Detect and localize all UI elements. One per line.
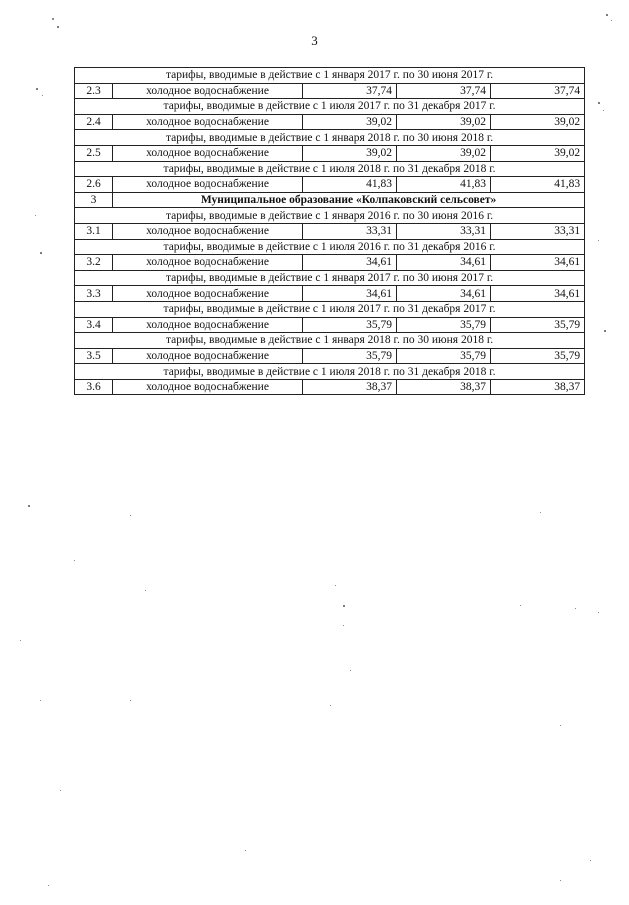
scan-speck: [36, 88, 38, 90]
page-number: 3: [311, 33, 318, 48]
service-name: холодное водоснабжение: [113, 348, 303, 364]
scan-speck: [598, 612, 599, 613]
period-label: тарифы, вводимые в действие с 1 января 2018 г. по 30 июня 2018 г.: [75, 333, 585, 349]
period-label: тарифы, вводимые в действие с 1 июля 2017 г. по 31 декабря 2017 г.: [75, 301, 585, 317]
tariff-value-1: 39,02: [303, 145, 397, 161]
tariff-value-3: 41,83: [491, 177, 585, 193]
scan-speck: [130, 515, 131, 516]
row-number: 3.4: [75, 317, 113, 333]
table-row: [75, 317, 585, 333]
scan-speck: [603, 110, 604, 111]
scan-speck: [48, 885, 49, 886]
table-row: [75, 223, 585, 239]
scan-speck: [130, 700, 131, 701]
row-number: 3.6: [75, 379, 113, 395]
tariff-value-2: 34,61: [397, 255, 491, 271]
row-number: 3.2: [75, 255, 113, 271]
service-name: холодное водоснабжение: [113, 286, 303, 302]
tariff-value-3: 39,02: [491, 114, 585, 130]
period-row: [75, 68, 585, 84]
tariff-value-1: 37,74: [303, 83, 397, 99]
scan-speck: [60, 790, 61, 791]
row-number: 2.4: [75, 114, 113, 130]
period-label: тарифы, вводимые в действие с 1 июля 2018 г. по 31 декабря 2018 г.: [75, 161, 585, 177]
scan-speck: [145, 590, 146, 591]
scan-speck: [28, 505, 30, 507]
scan-speck: [606, 14, 608, 16]
period-label: тарифы, вводимые в действие с 1 января 2017 г. по 30 июня 2017 г.: [75, 270, 585, 286]
service-name: холодное водоснабжение: [113, 114, 303, 130]
period-row: [75, 270, 585, 286]
period-row: [75, 130, 585, 146]
service-name: холодное водоснабжение: [113, 83, 303, 99]
scan-speck: [52, 18, 54, 20]
row-number: 3.1: [75, 223, 113, 239]
period-row: [75, 99, 585, 115]
tariff-value-3: 35,79: [491, 317, 585, 333]
tariff-value-1: 34,61: [303, 286, 397, 302]
period-row: [75, 364, 585, 380]
scan-speck: [245, 850, 246, 851]
row-number: 3.5: [75, 348, 113, 364]
period-label: тарифы, вводимые в действие с 1 января 2017 г. по 30 июня 2017 г.: [75, 68, 585, 84]
scan-speck: [57, 26, 59, 28]
scan-speck: [540, 512, 541, 513]
tariff-value-2: 39,02: [397, 145, 491, 161]
table-row: [75, 145, 585, 161]
tariff-value-2: 35,79: [397, 348, 491, 364]
period-row: [75, 333, 585, 349]
scan-speck: [343, 605, 345, 607]
service-name: холодное водоснабжение: [113, 223, 303, 239]
period-label: тарифы, вводимые в действие с 1 января 2018 г. по 30 июня 2018 г.: [75, 130, 585, 146]
tariff-value-1: 33,31: [303, 223, 397, 239]
scan-speck: [590, 860, 591, 861]
scan-speck: [560, 880, 561, 881]
table-row: [75, 114, 585, 130]
scan-speck: [330, 705, 331, 706]
period-row: [75, 208, 585, 224]
table-row: [75, 83, 585, 99]
service-name: холодное водоснабжение: [113, 317, 303, 333]
scan-speck: [74, 560, 75, 561]
period-label: тарифы, вводимые в действие с 1 июля 2018 г. по 31 декабря 2018 г.: [75, 364, 585, 380]
tariff-value-1: 34,61: [303, 255, 397, 271]
scan-speck: [35, 215, 36, 216]
tariff-value-2: 41,83: [397, 177, 491, 193]
tariff-value-3: 39,02: [491, 145, 585, 161]
scan-speck: [575, 608, 576, 609]
row-number: 3.3: [75, 286, 113, 302]
scan-speck: [598, 240, 599, 241]
period-label: тарифы, вводимые в действие с 1 января 2016 г. по 30 июня 2016 г.: [75, 208, 585, 224]
tariff-value-1: 41,83: [303, 177, 397, 193]
scan-speck: [40, 252, 42, 254]
tariff-value-2: 38,37: [397, 379, 491, 395]
scan-speck: [598, 102, 600, 104]
tariff-value-1: 35,79: [303, 348, 397, 364]
table-row: [75, 379, 585, 395]
section-title: Муниципальное образование «Колпаковский сельсовет»: [113, 192, 585, 208]
period-row: [75, 239, 585, 255]
table-row: [75, 348, 585, 364]
tariff-value-2: 33,31: [397, 223, 491, 239]
row-number: 2.6: [75, 177, 113, 193]
tariff-value-1: 35,79: [303, 317, 397, 333]
scan-speck: [611, 20, 612, 21]
tariff-value-3: 37,74: [491, 83, 585, 99]
scan-speck: [20, 640, 21, 641]
scan-speck: [560, 725, 561, 726]
scan-speck: [40, 700, 41, 701]
tariff-value-1: 38,37: [303, 379, 397, 395]
row-number: 2.5: [75, 145, 113, 161]
tariff-table-body: [75, 68, 585, 395]
service-name: холодное водоснабжение: [113, 255, 303, 271]
table-row: [75, 286, 585, 302]
service-name: холодное водоснабжение: [113, 145, 303, 161]
scan-speck: [350, 670, 351, 671]
table-row: [75, 255, 585, 271]
period-row: [75, 301, 585, 317]
period-row: [75, 161, 585, 177]
scan-speck: [343, 625, 344, 626]
section-heading-row: [75, 192, 585, 208]
tariff-value-3: 34,61: [491, 255, 585, 271]
tariff-value-2: 39,02: [397, 114, 491, 130]
scan-speck: [604, 330, 606, 332]
tariff-value-3: 34,61: [491, 286, 585, 302]
section-number: 3: [75, 192, 113, 208]
row-number: 2.3: [75, 83, 113, 99]
scan-speck: [520, 605, 521, 606]
tariff-table: [74, 67, 585, 395]
service-name: холодное водоснабжение: [113, 177, 303, 193]
scan-speck: [42, 95, 43, 96]
tariff-value-3: 33,31: [491, 223, 585, 239]
tariff-value-1: 39,02: [303, 114, 397, 130]
tariff-value-3: 38,37: [491, 379, 585, 395]
service-name: холодное водоснабжение: [113, 379, 303, 395]
table-row: [75, 177, 585, 193]
tariff-value-2: 35,79: [397, 317, 491, 333]
scan-speck: [335, 585, 336, 586]
period-label: тарифы, вводимые в действие с 1 июля 2017 г. по 31 декабря 2017 г.: [75, 99, 585, 115]
tariff-value-3: 35,79: [491, 348, 585, 364]
tariff-value-2: 34,61: [397, 286, 491, 302]
period-label: тарифы, вводимые в действие с 1 июля 2016 г. по 31 декабря 2016 г.: [75, 239, 585, 255]
tariff-value-2: 37,74: [397, 83, 491, 99]
